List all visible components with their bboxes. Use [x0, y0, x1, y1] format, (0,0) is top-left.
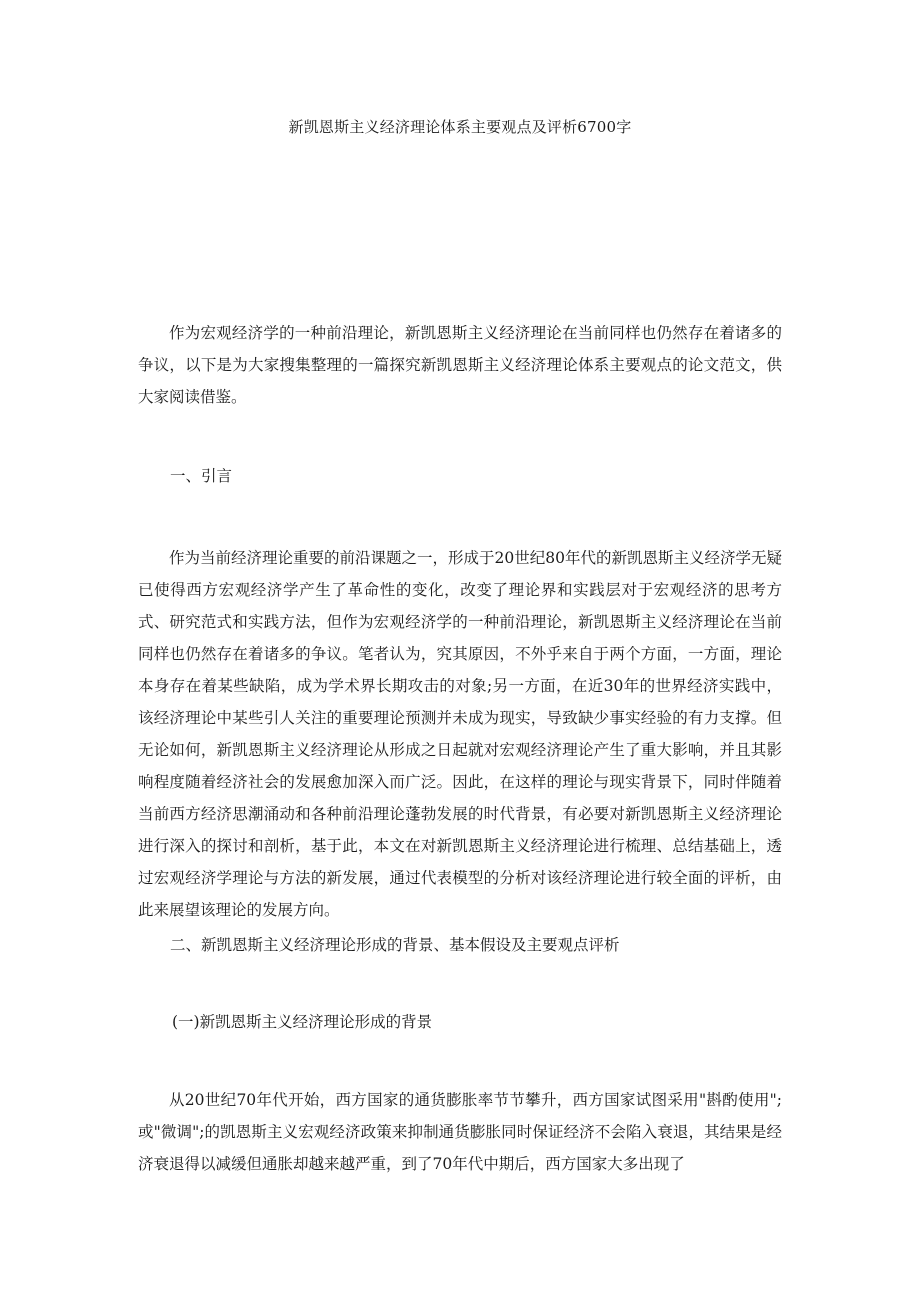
introduction-paragraph: 作为当前经济理论重要的前沿课题之一，形成于20世纪80年代的新凯恩斯主义经济学无疑已使得西方宏观经济学产生了革命性的变化，改变了理论界和实践层对于宏观经济的思考方式、研究范式和实践方法，但作为宏观经济学的一种前沿理论，新凯恩斯主义经济理论在当前同样也仍然存在着诸多的争议。笔者认为，究其原因，不外乎来自于两个方面，一方面，理论本身存在着某些缺陷，成为学术界长期攻击的对象;另一方面，在近30年的世界经济实践中，该经济理论中某些引人关注的重要理论预测并未成为现实，导致缺少事实经验的有力支撑。但无论如何，新凯恩斯主义经济理论从形成之日起就对宏观经济理论产生了重大影响，并且其影响程度随着经济社会的发展愈加深入而广泛。因此，在这样的理论与现实背景下，同时伴随着当前西方经济思潮涌动和各种前沿理论蓬勃发展的时代背景，有必要对新凯恩斯主义经济理论进行深入的探讨和剖析，基于此，本文在对新凯恩斯主义经济理论进行梳理、总结基础上，透过宏观经济学理论与方法的新发展，通过代表模型的分析对该经济理论进行较全面的评析，由此来展望该理论的发展方向。: [138, 549, 782, 919]
document-title: 新凯恩斯主义经济理论体系主要观点及评析6700字: [288, 118, 632, 136]
section-heading-background: 二、新凯恩斯主义经济理论形成的背景、基本假设及主要观点评析: [170, 936, 620, 954]
background-paragraph: 从20世纪70年代开始，西方国家的通货膨胀率节节攀升，西方国家试图采用"斟酌使用";或"微调";的凯恩斯主义宏观经济政策来抑制通货膨胀同时保证经济不会陷入衰退，其结果是经济衰退得以减缓但通胀却越来越严重，到了70年代中期后，西方国家大多出现了: [138, 1091, 782, 1173]
subsection-heading-background: (一)新凯恩斯主义经济理论形成的背景: [172, 1013, 433, 1031]
section-heading-introduction: 一、引言: [170, 467, 233, 485]
abstract-paragraph: 作为宏观经济学的一种前沿理论，新凯恩斯主义经济理论在当前同样也仍然存在着诸多的争议，以下是为大家搜集整理的一篇探究新凯恩斯主义经济理论体系主要观点的论文范文，供大家阅读借鉴。: [138, 324, 782, 406]
